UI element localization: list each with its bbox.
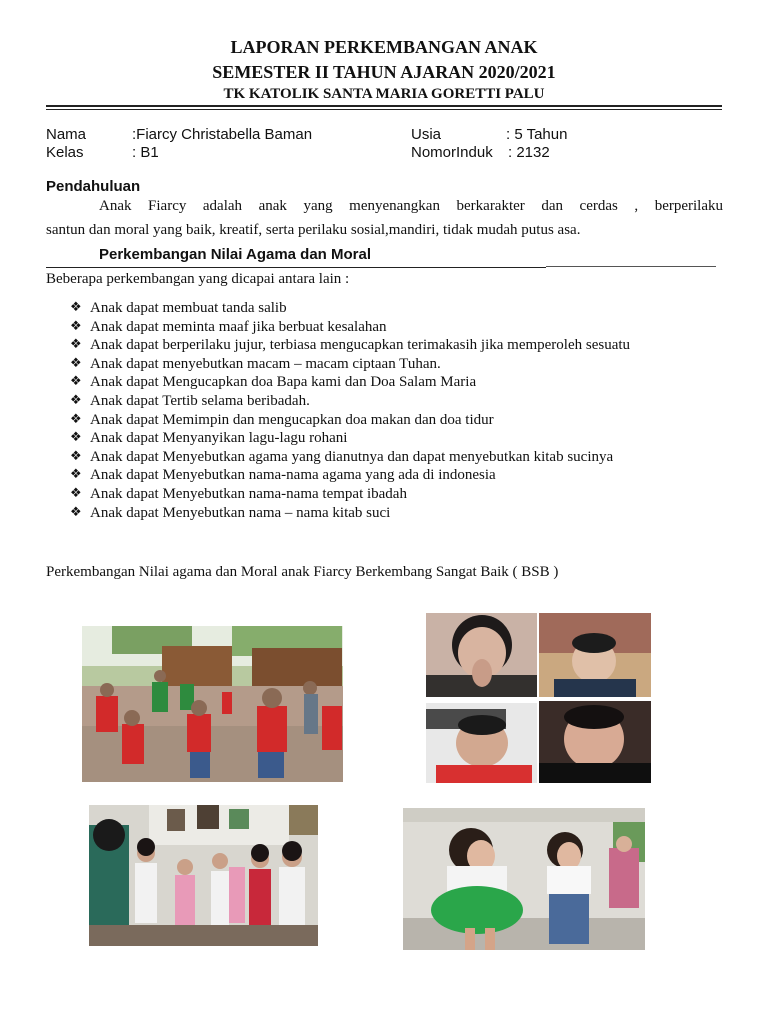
photo-two-girls bbox=[403, 808, 645, 950]
list-item: ❖ Anak dapat Menyebutkan nama-nama tempat ibadah bbox=[70, 485, 407, 502]
section-intro: Beberapa perkembangan yang dicapai antara lain : bbox=[46, 271, 350, 287]
kelas-label: Kelas bbox=[46, 144, 84, 161]
list-item: ❖ Anak dapat menyebutkan macam – macam ciptaan Tuhan. bbox=[70, 355, 441, 372]
diamond-bullet-icon: ❖ bbox=[70, 467, 82, 483]
list-item: ❖ Anak dapat meminta maaf jika berbuat kesalahan bbox=[70, 318, 387, 335]
nama-value: :Fiarcy Christabella Baman bbox=[132, 126, 313, 143]
header-rule-thick bbox=[46, 105, 722, 107]
list-item: ❖ Anak dapat Menyebutkan nama-nama agama yang ada di indonesia bbox=[70, 467, 496, 484]
list-item: ❖ Anak dapat Menyebutkan nama – nama kitab suci bbox=[70, 504, 391, 521]
achievement-list bbox=[70, 299, 720, 522]
list-item: ❖ Anak dapat Memimpin dan mengucapkan doa makan dan doa tidur bbox=[70, 411, 494, 428]
pendahuluan-line-2: santun dan moral yang baik, kreatif, serta perilaku sosial,mandiri, tidak mudah putus asa. bbox=[46, 222, 581, 238]
kelas-value: : B1 bbox=[132, 144, 159, 161]
summary-text: Perkembangan Nilai agama dan Moral anak Fiarcy Berkembang Sangat Baik ( BSB ) bbox=[46, 564, 559, 580]
list-item: ❖ Anak dapat Menyanyikan lagu-lagu rohani bbox=[70, 430, 348, 447]
diamond-bullet-icon: ❖ bbox=[70, 485, 82, 501]
header-rule-thin bbox=[46, 109, 722, 110]
usia-label: Usia bbox=[411, 126, 442, 143]
pendahuluan-line-1: Anak Fiarcy adalah anak yang menyenangkan berkarakter dan cerdas , berperilaku bbox=[99, 198, 723, 214]
induk-label: NomorInduk bbox=[411, 144, 493, 161]
photo-outdoor-children bbox=[82, 626, 343, 782]
photo-praying-collage bbox=[426, 613, 651, 783]
list-item: ❖ Anak dapat Mengucapkan doa Bapa kami dan Doa Salam Maria bbox=[70, 374, 477, 391]
section-rule-left bbox=[46, 267, 546, 268]
diamond-bullet-icon: ❖ bbox=[70, 504, 82, 520]
diamond-bullet-icon: ❖ bbox=[70, 392, 82, 408]
diamond-bullet-icon: ❖ bbox=[70, 355, 82, 371]
semester-title: SEMESTER II TAHUN AJARAN 2020/2021 bbox=[212, 62, 556, 82]
diamond-bullet-icon: ❖ bbox=[70, 337, 82, 353]
list-item: ❖ Anak dapat membuat tanda salib bbox=[70, 300, 287, 316]
diamond-bullet-icon: ❖ bbox=[70, 448, 82, 464]
diamond-bullet-icon: ❖ bbox=[70, 318, 82, 334]
diamond-bullet-icon: ❖ bbox=[70, 411, 82, 427]
photo-indoor-singing bbox=[89, 805, 318, 946]
list-item: ❖ Anak dapat Tertib selama beribadah. bbox=[70, 392, 310, 409]
diamond-bullet-icon: ❖ bbox=[70, 430, 82, 446]
pendahuluan-title: Pendahuluan bbox=[46, 178, 141, 195]
induk-value: : 2132 bbox=[508, 144, 550, 161]
diamond-bullet-icon: ❖ bbox=[70, 300, 82, 315]
nama-label: Nama bbox=[46, 126, 87, 143]
report-title: LAPORAN PERKEMBANGAN ANAK bbox=[230, 37, 538, 57]
usia-value: : 5 Tahun bbox=[506, 126, 568, 143]
section-rule-right bbox=[546, 266, 716, 267]
list-item: ❖ Anak dapat Menyebutkan agama yang dianutnya dan dapat menyebutkan kitab sucinya bbox=[70, 448, 614, 465]
diamond-bullet-icon: ❖ bbox=[70, 374, 82, 390]
list-item: ❖ Anak dapat berperilaku jujur, terbiasa mengucapkan terimakasih jika memperoleh sesuatu bbox=[70, 337, 631, 354]
school-name: TK KATOLIK SANTA MARIA GORETTI PALU bbox=[223, 86, 545, 102]
section-title: Perkembangan Nilai Agama dan Moral bbox=[99, 246, 372, 263]
